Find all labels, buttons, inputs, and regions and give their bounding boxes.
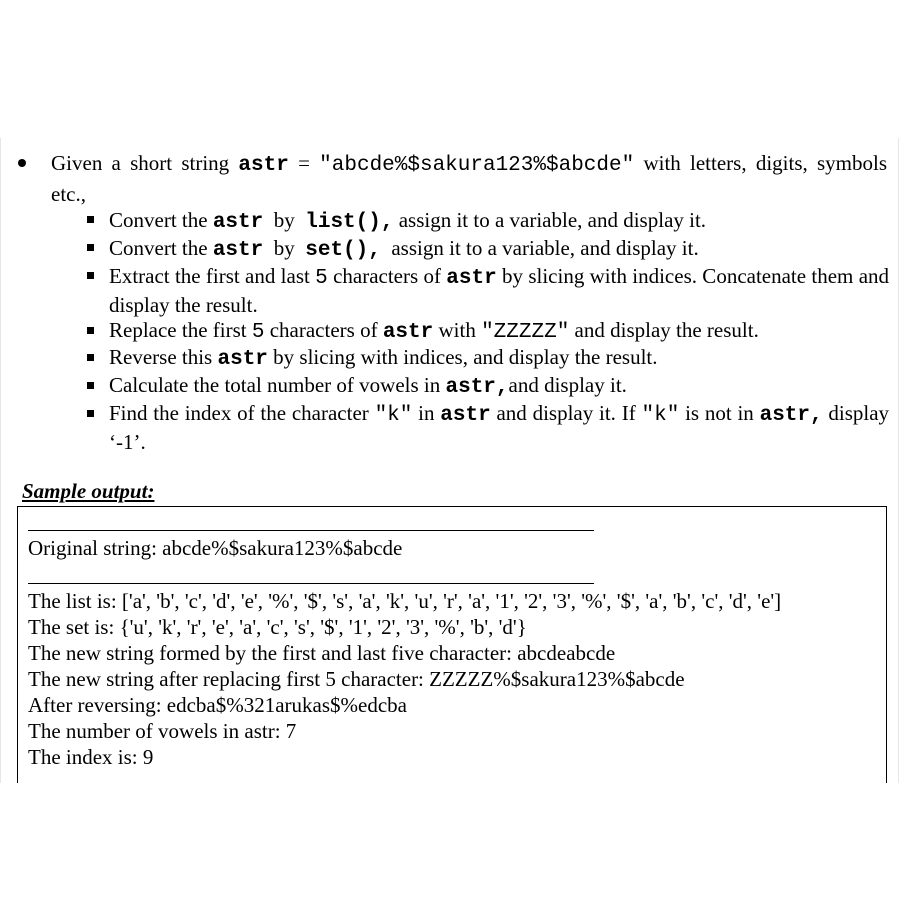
square-bullet-icon bbox=[87, 244, 94, 251]
output-index: The index is: 9 bbox=[28, 745, 154, 769]
task-item-index: Find the index of the character "k" in astr and display it. If "k" is not in astr, display ‘-1’. bbox=[109, 401, 890, 454]
task-item-vowels: Calculate the total number of vowels in astr,and display it. bbox=[109, 373, 627, 399]
output-set: The set is: {'u', 'k', 'r', 'e', 'a', 'c', 's', '$', '1', '2', '3', '%', 'b', 'd'} bbox=[28, 615, 527, 639]
output-list: The list is: ['a', 'b', 'c', 'd', 'e', '%', '$', 's', 'a', 'k', 'u', 'r', 'a', '1', '2', '3', '%', '$', 'a', 'b', 'c', 'd', 'e'] bbox=[28, 589, 782, 613]
sample-output-label: Sample output: bbox=[22, 479, 155, 503]
square-bullet-icon bbox=[87, 410, 94, 417]
square-bullet-icon bbox=[87, 354, 94, 361]
page-margin bbox=[0, 783, 919, 919]
output-concat: The new string formed by the first and last five character: abcdeabcde bbox=[28, 641, 616, 665]
task-item-replace: Replace the first 5 characters of astr with "ZZZZZ" and display the result. bbox=[109, 318, 759, 344]
task-item-set: Convert the astr by set(), assign it to a variable, and display it. bbox=[109, 236, 699, 262]
bullet-icon bbox=[18, 159, 26, 167]
output-replace: The new string after replacing first 5 character: ZZZZZ%$sakura123%$abcde bbox=[28, 667, 685, 691]
separator-line bbox=[28, 583, 594, 584]
output-original: Original string: abcde%$sakura123%$abcde bbox=[28, 536, 403, 560]
string-literal: "abcde%$sakura123%$abcde" bbox=[319, 154, 635, 177]
square-bullet-icon bbox=[87, 382, 94, 389]
task-item-reverse: Reverse this astr by slicing with indices, and display the result. bbox=[109, 345, 658, 371]
task-intro: Given a short string astr = "abcde%$sakura123%$abcde" with letters, digits, symbols etc., bbox=[51, 151, 887, 206]
output-reverse: After reversing: edcba$%321arukas$%edcba bbox=[28, 693, 407, 717]
astr-var: astr bbox=[238, 154, 289, 177]
square-bullet-icon bbox=[87, 272, 94, 279]
separator-line bbox=[28, 530, 594, 531]
square-bullet-icon bbox=[87, 327, 94, 334]
task-item-slice: Extract the first and last 5 characters of astr by slicing with indices. Concatenate them and display the result. bbox=[109, 264, 890, 317]
output-vowels: The number of vowels in astr: 7 bbox=[28, 719, 297, 743]
square-bullet-icon bbox=[87, 216, 94, 223]
task-item-list: Convert the astr by list(), assign it to a variable, and display it. bbox=[109, 208, 707, 234]
